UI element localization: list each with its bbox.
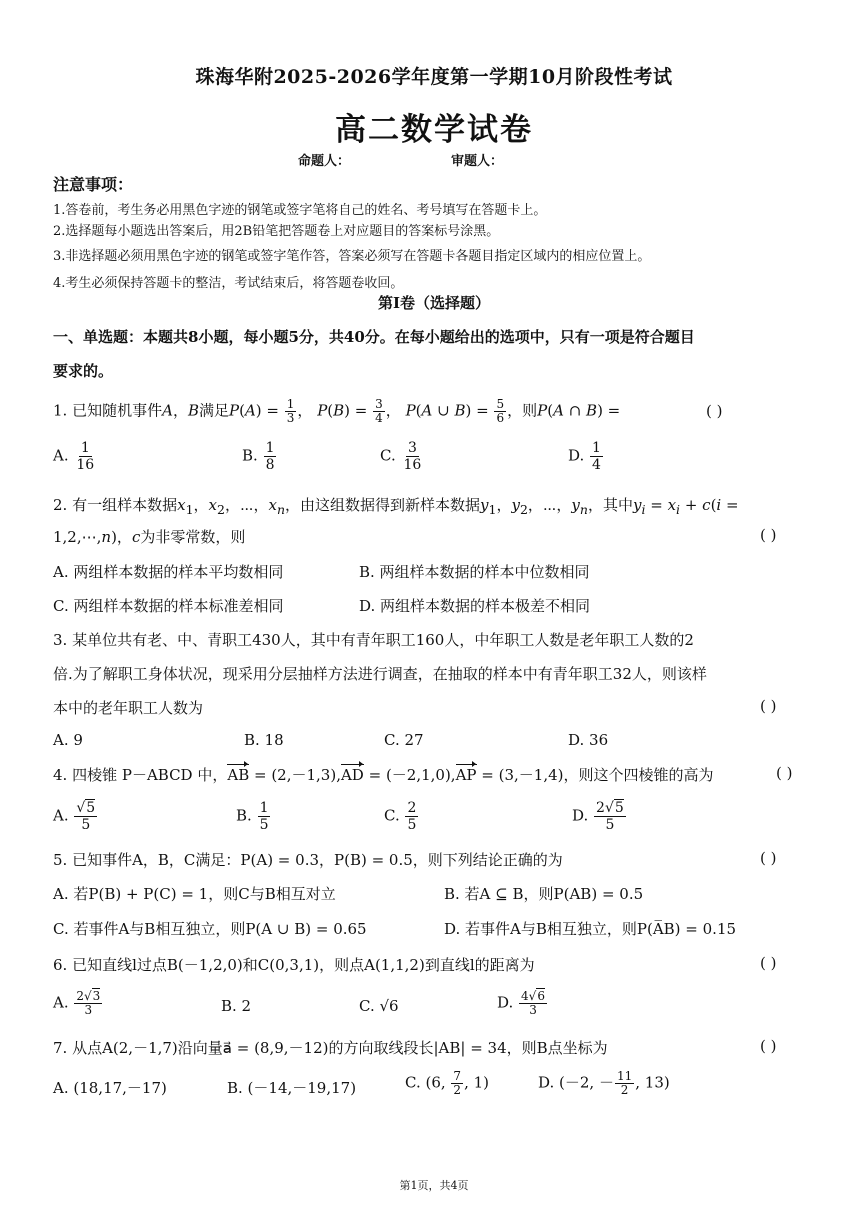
- question-4-option-a: A. $\frac{√5}{5}$: [53, 800, 96, 833]
- question-4-stem: 4. 四棱锥 P－ABCD 中，AB = (2,－1,3),AD = (－2,1,0),AP = (3,－1,4)，则这个四棱锥的高为: [53, 766, 714, 784]
- question-4-option-c: C. $\frac{2}{5}$: [384, 800, 417, 833]
- question-3-stem: 倍.为了解职工身体状况，现采用分层抽样方法进行调查，在抽取的样本中有青年职工32人，则该样: [53, 665, 707, 683]
- question-3-stem: 3. 某单位共有老、中、青职工430人，其中有青年职工160人，中年职工人数是老年职工人数的2: [53, 631, 694, 649]
- question-1-stem: 1. 已知随机事件A，B满足P(A) = $\frac{1}{3}$ ， P(B) = $\frac{3}{4}$ ， P(A ∪ B) = $\frac{5}{6}$ ，则P(A ∩ B) =: [53, 397, 621, 425]
- question-1-option-c: C. $\frac{3}{16}$: [380, 440, 422, 473]
- question-2-option-b: B. 两组样本数据的样本中位数相同: [359, 563, 590, 581]
- question-3-option-c: C. 27: [384, 731, 424, 749]
- question-5-option-b: B. 若A ⊆ B，则P(AB) = 0.5: [444, 885, 644, 903]
- question-7-option-b: B. (－14,－19,17): [227, 1079, 357, 1097]
- section-intro: 要求的。: [53, 362, 114, 380]
- answer-paren: ( ): [776, 764, 793, 782]
- question-6-option-c: C. √6: [359, 997, 399, 1015]
- notice-item: 2.选择题每小题选出答案后，用2B铅笔把答题卷上对应题目的答案标号涂黑。: [53, 224, 500, 239]
- question-7-option-d: D. (－2, － $\frac{11}{2}$ , 13): [538, 1069, 670, 1097]
- setter-label: 命题人：: [298, 154, 351, 169]
- section-intro: 一、单选题：本题共8小题，每小题5分，共40分。在每小题给出的选项中，只有一项是符合题目: [53, 328, 695, 346]
- question-5-option-c: C. 若事件A与B相互独立，则P(A ∪ B) = 0.65: [53, 920, 367, 938]
- exam-school-line: 珠海华附2025-2026学年度第一学期10月阶段性考试: [195, 66, 673, 88]
- question-2-stem-cont: 1,2,⋯,n)，c为非零常数，则: [53, 528, 246, 546]
- question-7-stem: 7. 从点A(2,－1,7)沿向量a⃗ = (8,9,－12)的方向取线段长|AB| = 34，则B点坐标为: [53, 1039, 608, 1057]
- answer-paren: ( ): [760, 849, 777, 867]
- question-2-option-a: A. 两组样本数据的样本平均数相同: [53, 563, 284, 581]
- notice-item: 1.答卷前，考生务必用黑色字迹的钢笔或签字笔将自己的姓名、考号填写在答题卡上。: [53, 203, 547, 218]
- question-3-option-d: D. 36: [568, 731, 609, 749]
- page-footer: 第1页，共4页: [399, 1179, 469, 1192]
- question-6-option-b: B. 2: [221, 997, 252, 1015]
- reviewer-label: 审题人：: [451, 154, 504, 169]
- question-6-option-d: D. $\frac{4√6}{3}$: [497, 989, 545, 1017]
- answer-paren: ( ): [760, 697, 777, 715]
- question-4-option-d: D. $\frac{2√5}{5}$: [572, 800, 624, 833]
- section-title: 第Ⅰ卷（选择题）: [377, 294, 491, 312]
- question-7-option-c: C. (6, $\frac{7}{2}$ , 1): [405, 1069, 489, 1097]
- question-3-option-b: B. 18: [244, 731, 284, 749]
- question-5-option-d: D. 若事件A与B相互独立，则P(A̅B) = 0.15: [444, 920, 737, 938]
- question-3-option-a: A. 9: [53, 731, 83, 749]
- question-2-stem: 2. 有一组样本数据$x_1$，$x_2$，⋯，$x_n$，由这组数据得到新样本数据$y_1$，$y_2$，⋯，$y_n$，其中$y_i = x_i + c(i$ =: [53, 496, 739, 517]
- answer-paren: ( ): [760, 1037, 777, 1055]
- question-1-option-d: D. $\frac{1}{4}$: [568, 440, 601, 473]
- question-5-option-a: A. 若P(B) + P(C) = 1，则C与B相互对立: [53, 885, 336, 903]
- question-6-stem: 6. 已知直线l过点B(－1,2,0)和C(0,3,1)，则点A(1,1,2)到直线l的距离为: [53, 956, 535, 974]
- question-2-option-d: D. 两组样本数据的样本极差不相同: [359, 597, 591, 615]
- answer-paren: ( ): [706, 402, 723, 420]
- answer-paren: ( ): [760, 954, 777, 972]
- notice-title: 注意事项：: [53, 175, 134, 194]
- question-5-stem: 5. 已知事件A，B，C满足：P(A) = 0.3，P(B) = 0.5，则下列结论正确的为: [53, 851, 563, 869]
- question-4-option-b: B. $\frac{1}{5}$: [236, 800, 269, 833]
- answer-paren: ( ): [760, 526, 777, 544]
- question-1-option-a: A. $\frac{1}{16}$: [53, 440, 95, 473]
- question-6-option-a: A. $\frac{2√3}{3}$: [53, 989, 101, 1017]
- question-3-stem: 本中的老年职工人数为: [53, 699, 204, 717]
- question-1-option-b: B. $\frac{1}{8}$: [242, 440, 275, 473]
- notice-item: 3.非选择题必须用黑色字迹的钢笔或签字笔作答，答案必须写在答题卡各题目指定区域内的相应位置上。: [53, 249, 651, 264]
- notice-item: 4.考生必须保持答题卡的整洁，考试结束后，将答题卷收回。: [53, 276, 404, 291]
- question-7-option-a: A. (18,17,－17): [53, 1079, 167, 1097]
- question-2-option-c: C. 两组样本数据的样本标准差相同: [53, 597, 284, 615]
- exam-title: 高二数学试卷: [335, 112, 533, 148]
